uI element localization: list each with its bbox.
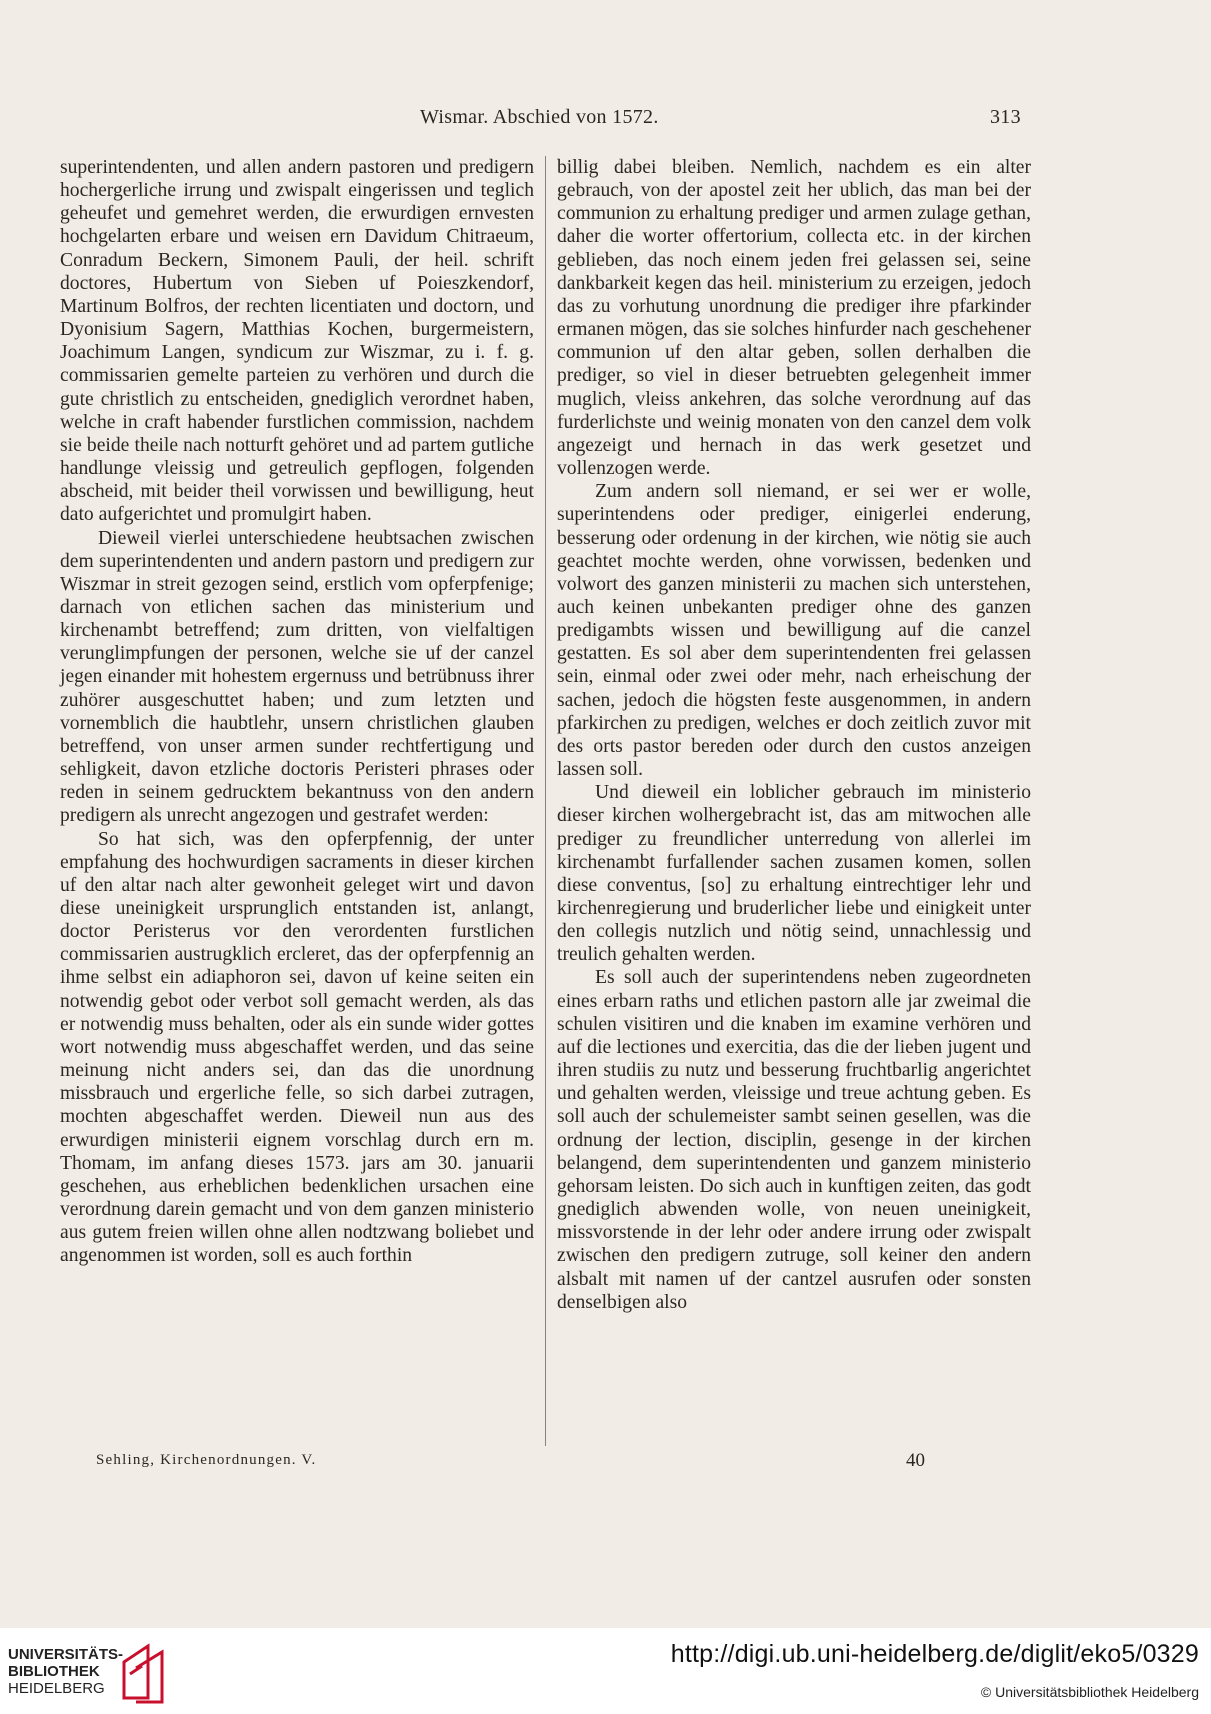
logo-line: UNIVERSITÄTS- (8, 1646, 124, 1663)
signature-line: Sehling, Kirchenordnungen. V. (96, 1452, 317, 1468)
running-title: Wismar. Abschied von 1572. (420, 106, 659, 128)
column-divider (545, 156, 546, 1446)
paragraph: Es soll auch der superintendens neben zugeordneten eines erbarn raths und etlichen pastorn alle jar zweimal die schulen visitiren und die knaben im examine verhören und auf die lectiones und exercitia, das die der lieben jugent und ihren studiis zu nutz und besserung fruchtbarlig angerichtet und gehalten werden, vleissige und treue achtung geben. Es soll auch der schulemeister sambt seinen gesellen, was die ordnung der lection, disciplin, gesenge in der kirchen belangend, dem superintendenten und ganzem ministerio gehorsam leisten. Do sich auch in kunftigen zeiten, das godt gnediglich abwenden wolle, von neuen uneinigkeit, missvorstende in der lehr oder andere irrung oder zwispalt zwischen den predigern zutruge, soll keiner den andern alsbalt mit namen uf der cantzel ausrufen oder sonsten denselbigen also (557, 967, 1031, 1313)
paragraph: billig dabei bleiben. Nemlich, nachdem es ein alter gebrauch, von der apostel zeit her ublich, das man bei der communion zu erhaltung prediger und armen zulage gethan, daher die worter offertorium, collecta etc. in der kirchen geblieben, das noch einem jeden frei gelassen sei, seine dankbarkeit kegen das heil. ministerium zu erzeigen, jedoch das zu vorhutung unordnung die prediger ihre pfarkinder ermanen mögen, das sie solches hinfurder nach geschehener communion uf den altar geben, sollen derhalben die prediger, so viel in dieser betruebten gelegenheit immer muglich, vleiss ankehren, das solche verordnung auf das furderlichste und weinig monaten von den canzel dem volk angezeigt und hernach in das werk gesetzet und vollenzogen werde. (557, 157, 1031, 480)
paragraph: Dieweil vierlei unterschiedene heubtsachen zwischen dem superintendenten und andern pastorn und predigern zur Wiszmar in streit gezogen seind, erstlich vom opferpfenige; darnach von etlichen sachen das ministerium und kirchenambt betreffend; zum dritten, von vielfaltigen verunglimpfungen der personen, welche sie uf der canzel jegen einander mit hohestem ergernuss und betrübnuss ihrer zuhörer ausgeschuttet haben; und zum letzten und vornemblich die haubtlehr, unsern christlichen glauben betreffend, von unser armen sunder rechtfertigung und sehligkeit, davon etzliche doctoris Peristeri phrases oder reden in seinem gedrucktem bekantnuss von den andern predigern als unrecht angezogen und gestrafet werden: (60, 527, 534, 827)
library-footer-bar (0, 1628, 1211, 1714)
library-logo-text (8, 1646, 123, 1697)
sheet-number: 40 (906, 1450, 925, 1471)
left-column (60, 156, 534, 1268)
paragraph: Zum andern soll niemand, er sei wer er wolle, superintendens oder prediger, einigerlei enderung, besserung oder ordenung in der kirchen, wie nötig sie auch geachtet mochte werden, ohne vorwissen, bedenken und volwort des ganzen ministerii zu machen sich unterstehen, auch keinen unbekanten prediger ohne des ganzen predigambts wissen und bewilligung auf die canzel gestatten. Es sol aber dem superintendenten frei gelassen sein, einmal oder zwei oder mehr, nach erheischung der sachen, jedoch die högsten feste ausgenommen, in andern pfarkirchen zu predigen, welches er doch zeitlich zuvor mit des orts pastor bereden oder durch den custos anzeigen lassen soll. (557, 481, 1031, 781)
copyright-notice: © Universitätsbibliothek Heidelberg (980, 1684, 1199, 1700)
logo-line: HEIDELBERG (8, 1680, 105, 1697)
library-logo-icon (118, 1638, 170, 1706)
permalink-url[interactable]: http://digi.ub.uni-heidelberg.de/diglit/eko5/0329 (670, 1640, 1199, 1668)
paragraph: superintendenten, und allen andern pastoren und predigern hochergerliche irrung und zwispalt eingerissen und teglich geheufet und gemehret werden, die erwurdigen ernvesten hochgelarten erbare und weisen ern Davidum Chitraeum, Conradum Beckern, Simonem Pauli, der heil. schrift doctores, Hubertum von Sieben uf Poieszkendorf, Martinum Bolfros, der rechten licentiaten und doctorn, und Dyonisium Sagern, Matthias Kochen, burgermeistern, Joachimum Langen, syndicum zur Wiszmar, zu i. f. g. commissarien gemelte parteien zu verhören und durch die gute christlich zu entscheiden, gnediglich verordnet haben, welche in craft habender furstlichen commission, nachdem sie beide theile nach notturft gehöret und ad partem gutliche handlunge vleissig und getreulich gepflogen, folgenden abscheid, mit beider theil vorwissen und bewilligung, heut dato aufgerichtet und promulgirt haben. (60, 157, 534, 526)
logo-line: BIBLIOTHEK (8, 1663, 100, 1680)
right-column (557, 156, 1031, 1314)
paragraph: So hat sich, was den opferpfennig, der unter empfahung des hochwurdigen sacraments in dieser kirchen uf den altar nach alter gewonheit geleget wirt und davon diese uneinigkeit ursprunglich entstanden ist, anlangt, doctor Peristerus vor den verordenten furstlichen commissarien austrugklich ercleret, das der opferpfennig an ihme selbst ein adiaphoron sei, davon uf keine seiten ein notwendig gebot oder verbot soll gemacht werden, als das er notwendig muss behalten, oder als ein sunde wider gottes wort notwendig muss abgeschaffet werden, und das seine meinung nicht anders sei, dan das die unordnung missbrauch und ergerliche felle, so sich darbei zutragen, mochten abgeschaffet werden. Dieweil nun aus des erwurdigen ministerii eignem vorschlag durch ern m. Thomam, im anfang dieses 1573. jars am 30. januarii geschehen, aus erheblichen bedenklichen ursachen eine verordnung darein gemacht und von dem ganzen ministerio aus gutem freien willen ohne allen nodtzwang boliebet und angenommen ist worden, soll es auch forthin (60, 828, 534, 1267)
paragraph: Und dieweil ein loblicher gebrauch im ministerio dieser kirchen wolhergebracht ist, das am mitwochen alle prediger zu freundlicher unterredung von allerlei im kirchenambt furfallender sachen zusamen komen, sollen diese conventus, [so] zu erhaltung eintrechtiger lehr und kirchenregierung und bruderlicher liebe und einigkeit unter den collegis nutzlich und nötig seind, unnachlessig und treulich gehalten werden. (557, 782, 1031, 966)
page-number: 313 (990, 106, 1021, 128)
page-header (0, 106, 1211, 136)
